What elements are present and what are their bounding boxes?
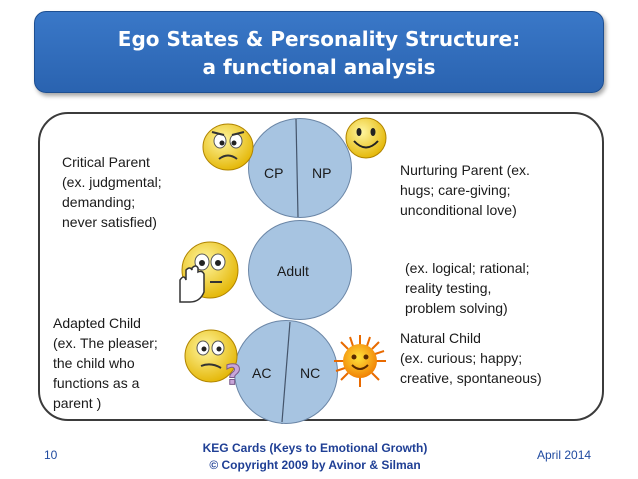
- sun-face-icon: [332, 333, 388, 389]
- nurturing-parent-text: Nurturing Parent (ex. hugs; care-giving; unconditional love): [400, 162, 530, 218]
- thinking-face-icon: [174, 240, 242, 306]
- natural-child-text: Natural Child (ex. curious; happy; creative, spontaneous): [400, 330, 542, 386]
- title-banner: [34, 11, 604, 93]
- cp-label: CP: [264, 165, 284, 181]
- critical-parent-text: Critical Parent (ex. judgmental; demanding; never satisfied): [62, 154, 162, 230]
- np-label: NP: [312, 165, 332, 181]
- confused-face-icon: [183, 326, 243, 388]
- title-line-2: a functional analysis: [202, 55, 436, 79]
- smiley-face-icon: [343, 116, 389, 160]
- page-number: 10: [44, 448, 58, 462]
- nc-label: NC: [300, 365, 321, 381]
- worried-face-icon: [200, 122, 256, 172]
- title-line-1: Ego States & Personality Structure:: [117, 27, 521, 51]
- ac-label: AC: [252, 365, 272, 381]
- adult-text: (ex. logical; rational; reality testing, problem solving): [405, 260, 530, 316]
- child-circle: [234, 320, 338, 424]
- svg-text:?: ?: [225, 358, 242, 388]
- copyright-credit: KEG Cards (Keys to Emotional Growth) © Copyright 2009 by Avinor & Silman: [202, 441, 428, 472]
- adult-label: Adult: [277, 263, 309, 279]
- footer-date: April 2014: [537, 448, 592, 462]
- adapted-child-text: Adapted Child (ex. The pleaser; the child who functions as a parent ): [53, 315, 158, 411]
